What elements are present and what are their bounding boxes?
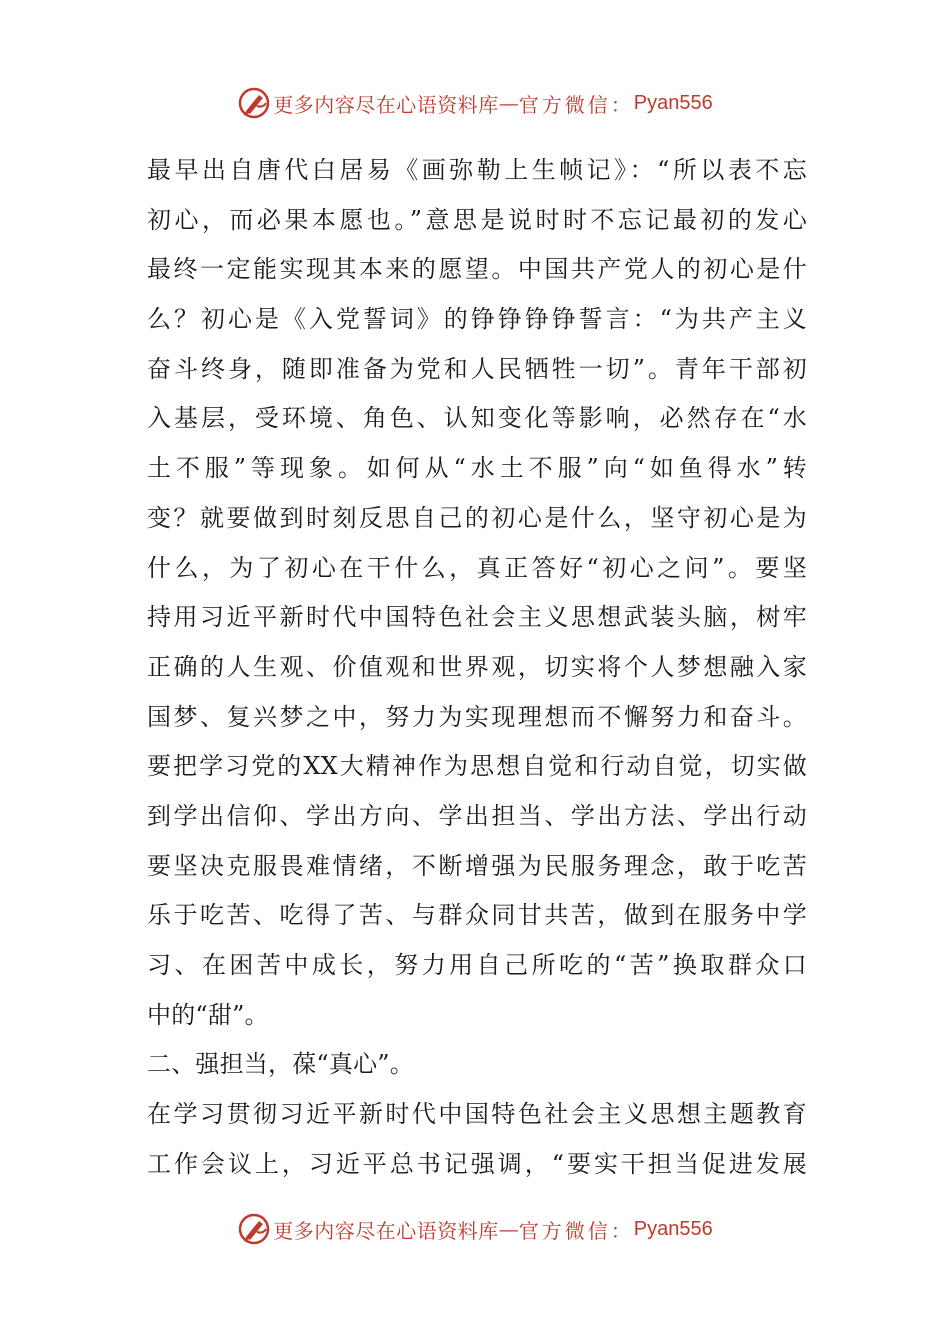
pen-logo-icon — [237, 86, 271, 120]
text-line: 二、强担当，葆“真心”。 — [147, 1050, 414, 1079]
text-line: 土不服”等现象。如何从“水土不服”向“如鱼得水”转 — [147, 454, 807, 483]
text-line: 要坚决克服畏难情绪，不断增强为民服务理念，敢于吃苦 — [147, 851, 807, 880]
text-line: 中的“甜”。 — [147, 1000, 269, 1029]
text-line: 入基层，受环境、角色、认知变化等影响，必然存在“水 — [147, 404, 807, 433]
text-line: 最终一定能实现其本来的愿望。中国共产党人的初心是什 — [147, 255, 807, 284]
text-line: 变？就要做到时刻反思自己的初心是什么，坚守初心是为 — [147, 503, 807, 532]
banner-wechat-label: 官方微信： — [518, 92, 634, 117]
footer-watermark-banner — [0, 1209, 950, 1249]
banner-wechat-label: 官方微信： — [518, 1218, 634, 1243]
banner-dash: — — [498, 1217, 519, 1241]
banner-wechat-id: Pyan556 — [633, 91, 713, 114]
document-body — [147, 146, 807, 1189]
text-line: 最早出自唐代白居易《画弥勒上生帧记》：“所以表不忘 — [147, 156, 807, 184]
text-line: 什么，为了初心在干什么，真正答好“初心之问”。要坚 — [147, 553, 807, 582]
text-line: 持用习近平新时代中国特色社会主义思想武装头脑，树牢 — [147, 603, 807, 632]
text-line: 在学习贯彻习近平新时代中国特色社会主义思想主题教育 — [147, 1100, 807, 1129]
banner-slogan: 更多内容尽在心语资料库 — [273, 1218, 499, 1243]
pen-logo-icon — [237, 1212, 271, 1246]
text-line: 习、在困苦中成长，努力用自己所吃的“苦”换取群众口 — [147, 951, 807, 979]
text-line: 初心，而必果本愿也。”意思是说时时不忘记最初的发心 — [147, 205, 807, 234]
banner-dash: — — [498, 91, 519, 115]
banner-slogan: 更多内容尽在心语资料库 — [273, 92, 499, 117]
banner-wechat-id: Pyan556 — [633, 1217, 713, 1240]
text-line: 奋斗终身，随即准备为党和人民牺牲一切”。青年干部初 — [147, 354, 807, 383]
text-line: 么？初心是《入党誓词》的铮铮铮铮誓言：“为共产主义 — [147, 305, 807, 334]
text-line: 要把学习党的XX大精神作为思想自觉和行动自觉，切实做 — [147, 752, 807, 781]
text-line: 到学出信仰、学出方向、学出担当、学出方法、学出行动 — [147, 801, 807, 830]
header-watermark-banner — [0, 83, 950, 123]
text-line: 乐于吃苦、吃得了苦、与群众同甘共苦，做到在服务中学 — [147, 901, 807, 930]
text-line: 正确的人生观、价值观和世界观，切实将个人梦想融入家 — [147, 652, 807, 681]
text-line: 国梦、复兴梦之中，努力为实现理想而不懈努力和奋斗。 — [147, 702, 807, 731]
text-line: 工作会议上，习近平总书记强调，“要实干担当促进发展 — [147, 1149, 807, 1178]
